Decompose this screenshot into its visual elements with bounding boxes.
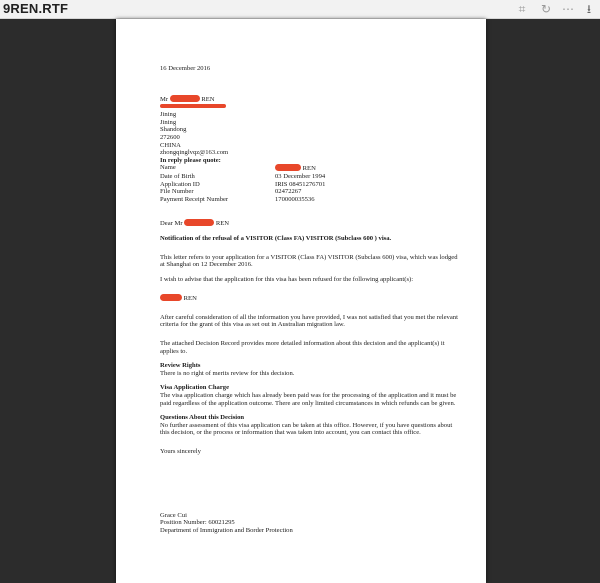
detail-row: Payment Receipt Number 170000035536 (160, 195, 315, 203)
paragraph: The visa application charge which has already been paid was for the processing of the application and it must be paid regardless of the application outcome. There are only limited circumstances in which refunds can be given. (160, 392, 457, 407)
redaction-mark (275, 164, 301, 171)
section-heading: Questions About this Decision (160, 414, 245, 422)
paragraph: No further assessment of this visa application can be taken at this office. However, if you have questions about this decision, or the process or information that was taken into account, you can contact this office. (160, 421, 453, 437)
detail-row: Name REN (160, 164, 316, 173)
paragraph: After careful consideration of all the information you have provided, I was not satisfied that you met the relevant criteria for the grant of this visa as set out in Australian migration law. (160, 313, 458, 329)
document-viewer[interactable] (0, 19, 600, 583)
letter-subject: Notification of the refusal of a VISITOR (Class FA) VISITOR (Subclass 600 ) visa. (160, 234, 392, 242)
redaction-mark (160, 294, 182, 301)
more-icon[interactable]: ⋯ (562, 2, 574, 16)
section-heading: Visa Application Charge (160, 384, 229, 392)
address-line: Jining (160, 111, 177, 119)
detail-row: Date of Birth 03 December 1994 (160, 172, 326, 180)
address-line: Jining (160, 118, 177, 126)
section-heading: Review Rights (160, 362, 201, 370)
reply-heading: In reply please quote: (160, 156, 221, 164)
detail-row: Application ID IRIS 08451276701 (160, 180, 326, 188)
document-page (116, 19, 486, 583)
paragraph: This letter refers to your application for a VISITOR (Class FA) VISITOR (Subclass 600) visa, which was lodged at Shanghai on 12 December 2016. (160, 253, 458, 269)
paragraph: The attached Decision Record provides more detailed information about this decision and the applicant(s) it applies to. (160, 340, 445, 355)
signer-name: Grace Cui (160, 511, 187, 519)
detail-row: File Number 02472267 (160, 188, 302, 196)
signer-position: Position Number: 60021295 (160, 519, 235, 527)
address-line: Shandong (160, 126, 187, 134)
redaction-underline (160, 104, 226, 108)
signer-department: Department of Immigration and Border Protection (160, 526, 293, 534)
recipient-line: Mr REN (160, 95, 215, 103)
address-line: CHINA (160, 141, 181, 149)
letter-body (160, 65, 460, 534)
paragraph: There is no right of merits review for this decision. (160, 369, 295, 377)
paragraph: I wish to advise that the application for this visa has been refused for the following applicant(s): (160, 275, 414, 283)
letter-date: 16 December 2016 (160, 65, 211, 72)
salutation: Dear Mr REN (160, 220, 230, 228)
closing: Yours sincerely (160, 448, 201, 455)
redaction-mark (184, 219, 214, 226)
email-line: zhongqinglvqz@163.com (160, 149, 229, 157)
viewer-toolbar (0, 0, 600, 19)
download-icon[interactable]: ⭳ (586, 2, 592, 16)
crop-icon[interactable]: ⌗ (518, 2, 526, 16)
applicant-line: REN (160, 294, 460, 303)
redaction-mark (170, 95, 200, 102)
file-name-title: 9REN.RTF (3, 1, 69, 16)
rotate-icon[interactable]: ↻ (540, 2, 552, 16)
address-line: 272600 (160, 133, 180, 141)
